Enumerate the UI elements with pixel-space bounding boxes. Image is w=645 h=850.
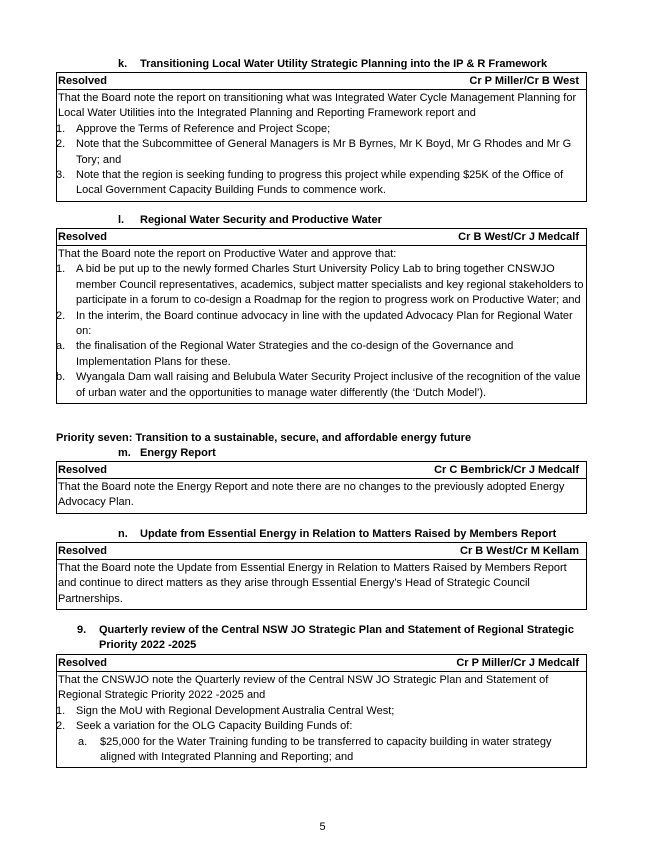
- list-item: 2. Note that the Subcommittee of General Managers is Mr B Byrnes, Mr K Boyd, Mr G Rhodes and Mr G Tory; and: [56, 138, 572, 166]
- section-n-title: Update from Essential Energy in Relation to Matters Raised by Members Report: [140, 528, 557, 540]
- list-item: b. Wyangala Dam wall raising and Belubula Water Security Project inclusive of the recognition of the value of urban water and the opportunities to manage water differently (the ‘Dutch Model’).: [56, 371, 581, 399]
- section-9-header-row: [57, 655, 586, 672]
- section-m-title: Energy Report: [140, 447, 216, 459]
- section-l-title: Regional Water Security and Productive Water: [140, 214, 382, 226]
- section-9-resolution-box: [56, 654, 587, 768]
- resolution-intro: That the Board note the report on Productive Water and approve that:: [58, 248, 397, 260]
- movers: Cr P Miller/Cr B West: [469, 75, 579, 87]
- section-m-body: [57, 479, 586, 513]
- list-item: 2. In the interim, the Board continue advocacy in line with the updated Advocacy Plan for Regional Water on:: [56, 309, 573, 338]
- list-item: 1. Approve the Terms of Reference and Project Scope;: [56, 122, 331, 135]
- section-k-heading: [118, 57, 547, 71]
- section-9-heading: [77, 623, 574, 637]
- section-m-header-row: [57, 462, 586, 479]
- section-n-header-row: [57, 543, 586, 560]
- list-item: 2. Seek a variation for the OLG Capacity Building Funds of:: [56, 720, 353, 733]
- section-n-number: n.: [118, 528, 128, 540]
- resolution-intro: That the Board note the Energy Report and note there are no changes to the previously adopted Energy Advocacy Plan.: [58, 481, 565, 509]
- section-n-resolution-box: [56, 542, 587, 610]
- section-l-header-row: [57, 229, 586, 246]
- section-9-number: 9.: [77, 624, 87, 636]
- resolution-intro: That the Board note the Update from Essential Energy in Relation to Matters Raised by Members Report and continue to direct matters as they arise through Essential Energy’s Head of Strategic Council Partnerships.: [58, 562, 567, 605]
- priority-heading: Priority seven: Transition to a sustainable, secure, and affordable energy future: [56, 432, 472, 444]
- resolved-label: Resolved: [58, 657, 107, 669]
- list-item: 1. Sign the MoU with Regional Development Australia Central West;: [56, 704, 395, 717]
- page-number: 5: [319, 821, 326, 833]
- resolution-intro: That the CNSWJO note the Quarterly review of the Central NSW JO Strategic Plan and Statement of Regional Strategic Priority 2022 -2025 and: [58, 674, 549, 702]
- section-k-resolution-box: [56, 72, 587, 202]
- resolved-label: Resolved: [58, 545, 107, 557]
- section-l-resolution-box: [56, 228, 587, 404]
- list-item: a. the finalisation of the Regional Water Strategies and the co-design of the Governance and Implementation Plans for these.: [56, 340, 514, 368]
- movers: Cr P Miller/Cr J Medcalf: [456, 657, 579, 669]
- section-k-body: [57, 90, 586, 201]
- resolved-label: Resolved: [58, 231, 107, 243]
- section-l-heading: [118, 213, 382, 227]
- movers: Cr C Bembrick/Cr J Medcalf: [434, 464, 579, 476]
- section-k-number: k.: [118, 58, 128, 70]
- list-item: 3. Note that the region is seeking funding to progress this project while expending $25K of the Office of Local Government Capacity Building Funds to commence work.: [56, 169, 564, 197]
- section-k-title: Transitioning Local Water Utility Strategic Planning into the IP & R Framework: [140, 58, 548, 70]
- section-m-heading: [118, 446, 216, 460]
- section-m-number: m.: [118, 447, 131, 459]
- section-9-body: [57, 672, 586, 767]
- sub-list-item: a. $25,000 for the Water Training funding to be transferred to capacity building in water strategy aligned with Integrated Planning and Reporting; and: [78, 735, 552, 764]
- section-l-body: [57, 246, 586, 403]
- section-l-number: l.: [118, 214, 125, 226]
- movers: Cr B West/Cr J Medcalf: [458, 231, 579, 243]
- section-n-heading: [118, 527, 556, 541]
- resolved-label: Resolved: [58, 464, 107, 476]
- list-item: 1. A bid be put up to the newly formed Charles Sturt University Policy Lab to bring together CNSWJO member Council representatives, academics, subject matter specialists and key regional stakeholders to participate in a forum to co-design a Roadmap for the region to progress work on Productive Water; and: [56, 263, 584, 307]
- section-9-heading-line2: Priority 2022 -2025: [99, 639, 197, 651]
- section-n-body: [57, 560, 586, 609]
- section-9-title-line1: Quarterly review of the Central NSW JO Strategic Plan and Statement of Regional Strategic: [99, 624, 574, 636]
- resolution-intro: That the Board note the report on transitioning what was Integrated Water Cycle Management Planning for Local Water Utilities into the Integrated Planning and Reporting Framework report and: [58, 92, 577, 120]
- movers: Cr B West/Cr M Kellam: [460, 545, 579, 557]
- resolved-label: Resolved: [58, 75, 107, 87]
- section-k-header-row: [57, 73, 586, 90]
- section-m-resolution-box: [56, 461, 587, 514]
